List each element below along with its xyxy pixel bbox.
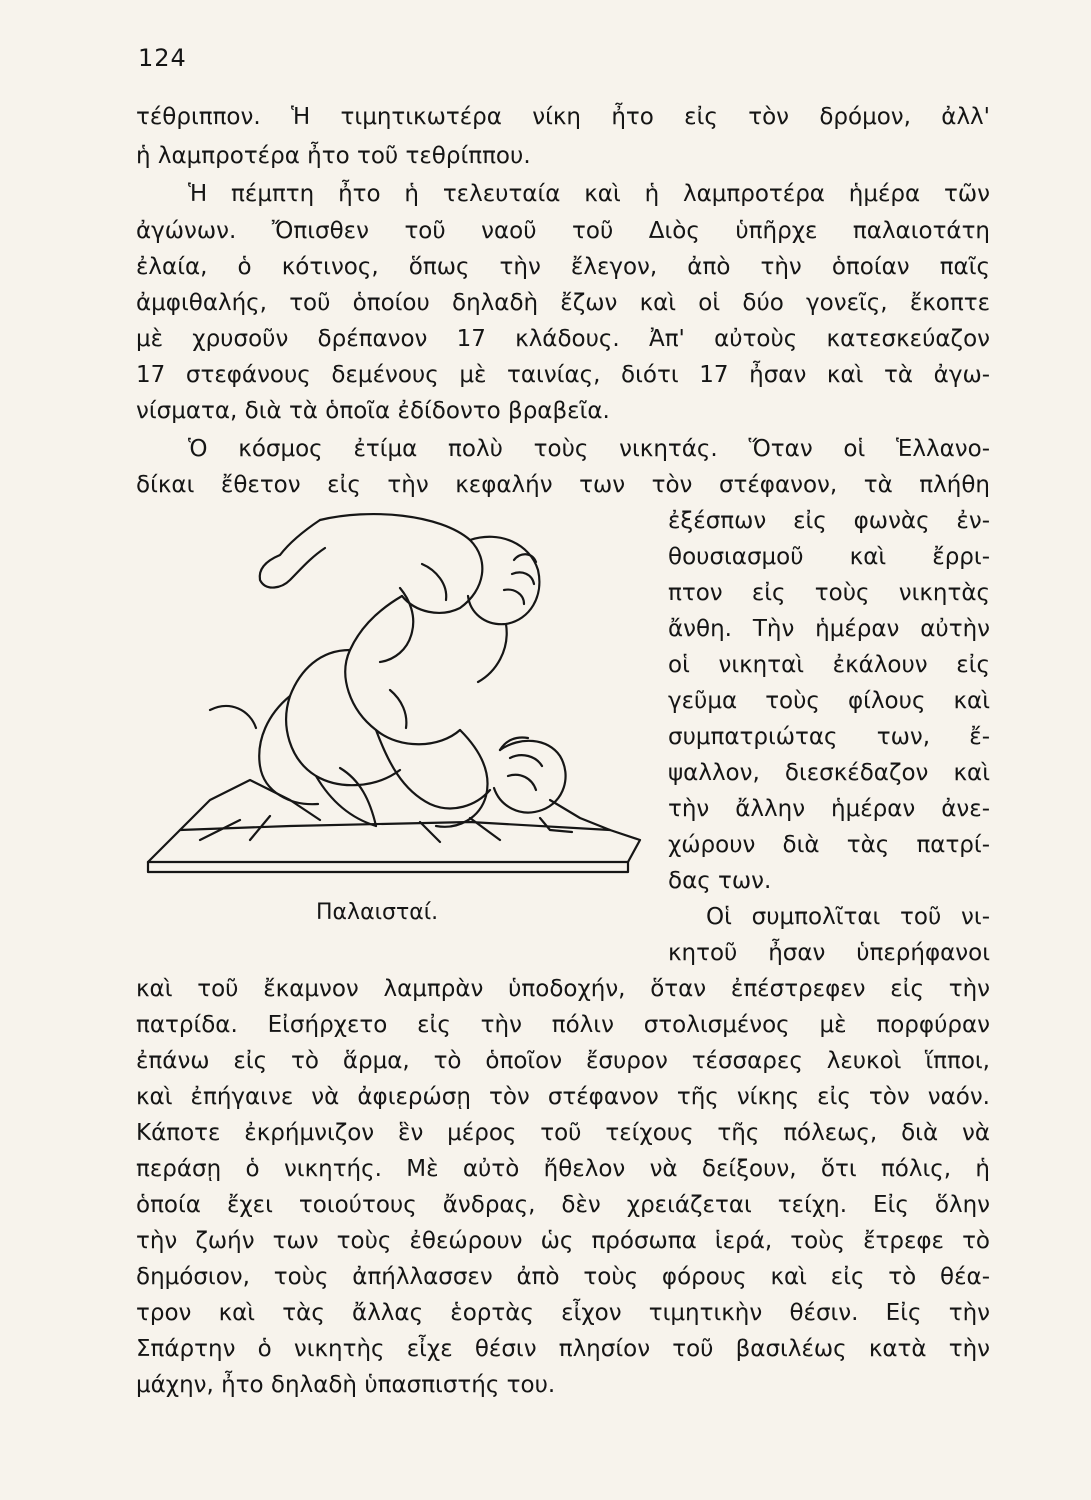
- text-line: ἡ λαμπροτέρα ἦτο τοῦ τεθρίππου.: [136, 143, 531, 169]
- text-line: τὴν ἄλλην ἡμέραν ἀνε-: [668, 796, 990, 822]
- text-line: δας των.: [668, 868, 772, 894]
- text-line: 17 στεφάνους δεμένους μὲ ταινίας, διότι 17 ἦσαν καὶ τὰ ἀγω-: [136, 362, 990, 388]
- text-line: τὴν ζωήν των τοὺς ἐθεώρουν ὡς πρόσωπα ἱερά, τοὺς ἔτρεφε τὸ: [136, 1228, 990, 1254]
- text-line: ὁποία ἔχει τοιούτους ἄνδρας, δὲν χρειάζεται τείχη. Εἰς ὅλην: [136, 1192, 990, 1218]
- text-line: πτον εἰς τοὺς νικητὰς: [668, 580, 990, 606]
- text-line: καὶ ἐπήγαινε νὰ ἀφιερώσῃ τὸν στέφανον τῆς νίκης εἰς τὸν ναόν.: [136, 1084, 990, 1110]
- text-line: ἄνθη. Τὴν ἡμέραν αὐτὴν: [668, 616, 990, 642]
- text-line: Ὁ κόσμος ἐτίμα πολὺ τοὺς νικητάς. Ὅταν οἱ Ἑλλανο-: [188, 436, 990, 462]
- figure-caption: Παλαισταί.: [316, 900, 439, 925]
- text-line: μὲ χρυσοῦν δρέπανον 17 κλάδους. Ἀπ' αὐτοὺς κατεσκεύαζον: [136, 326, 990, 352]
- text-line: Οἱ συμπολῖται τοῦ νι-: [706, 904, 990, 930]
- text-line: Κάποτε ἐκρήμνιζον ἓν μέρος τοῦ τείχους τῆς πόλεως, διὰ νὰ: [136, 1120, 990, 1146]
- text-line: Σπάρτην ὁ νικητὴς εἶχε θέσιν πλησίον τοῦ βασιλέως κατὰ τὴν: [136, 1336, 990, 1362]
- text-line: ἀμφιθαλής, τοῦ ὁποίου δηλαδὴ ἔζων καὶ οἱ δύο γονεῖς, ἔκοπτε: [136, 290, 990, 316]
- text-line: πατρίδα. Εἰσήρχετο εἰς τὴν πόλιν στολισμένος μὲ πορφύραν: [136, 1012, 990, 1038]
- text-line: δίκαι ἔθετον εἰς τὴν κεφαλήν των τὸν στέφανον, τὰ πλήθη: [136, 472, 990, 498]
- text-line: δημόσιον, τοὺς ἀπήλλασσεν ἀπὸ τοὺς φόρους καὶ εἰς τὸ θέα-: [136, 1264, 990, 1290]
- wrestlers-illustration: [140, 500, 646, 890]
- text-line: ἐξέσπων εἰς φωνὰς ἐν-: [668, 508, 990, 534]
- text-line: ψαλλον, διεσκέδαζον καὶ: [668, 760, 990, 786]
- text-line: χώρουν διὰ τὰς πατρί-: [668, 832, 990, 858]
- text-line: ἐλαία, ὁ κότινος, ὅπως τὴν ἔλεγον, ἀπὸ τὴν ὁποίαν παῖς: [136, 254, 990, 280]
- text-line: συμπατριώτας των, ἔ-: [668, 724, 990, 750]
- text-line: τέθριππον. Ἡ τιμητικωτέρα νίκη ἦτο εἰς τὸν δρόμον, ἀλλ': [136, 104, 990, 130]
- page-number: 124: [138, 44, 187, 72]
- text-line: οἱ νικηταὶ ἐκάλουν εἰς: [668, 652, 990, 678]
- text-line: γεῦμα τοὺς φίλους καὶ: [668, 688, 990, 714]
- text-line: καὶ τοῦ ἔκαμνον λαμπρὰν ὑποδοχήν, ὅταν ἐπέστρεφεν εἰς τὴν: [136, 976, 990, 1002]
- text-line: θουσιασμοῦ καὶ ἔρρι-: [668, 544, 990, 570]
- text-line: τρον καὶ τὰς ἄλλας ἑορτὰς εἶχον τιμητικὴν θέσιν. Εἰς τὴν: [136, 1300, 990, 1326]
- text-line: κητοῦ ἦσαν ὑπερήφανοι: [668, 940, 990, 966]
- text-line: νίσματα, διὰ τὰ ὁποῖα ἐδίδοντο βραβεῖα.: [136, 398, 610, 424]
- text-line: ἐπάνω εἰς τὸ ἅρμα, τὸ ὁποῖον ἔσυρον τέσσαρες λευκοὶ ἵπποι,: [136, 1048, 990, 1074]
- text-line: ἀγώνων. Ὄπισθεν τοῦ ναοῦ τοῦ Διὸς ὑπῆρχε παλαιοτάτη: [136, 218, 990, 244]
- text-line: Ἡ πέμπτη ἦτο ἡ τελευταία καὶ ἡ λαμπροτέρα ἡμέρα τῶν: [188, 181, 990, 207]
- text-line: περάσῃ ὁ νικητής. Μὲ αὐτὸ ἤθελον νὰ δείξουν, ὅτι πόλις, ἡ: [136, 1156, 990, 1182]
- text-line: μάχην, ἦτο δηλαδὴ ὑπασπιστής του.: [136, 1372, 556, 1398]
